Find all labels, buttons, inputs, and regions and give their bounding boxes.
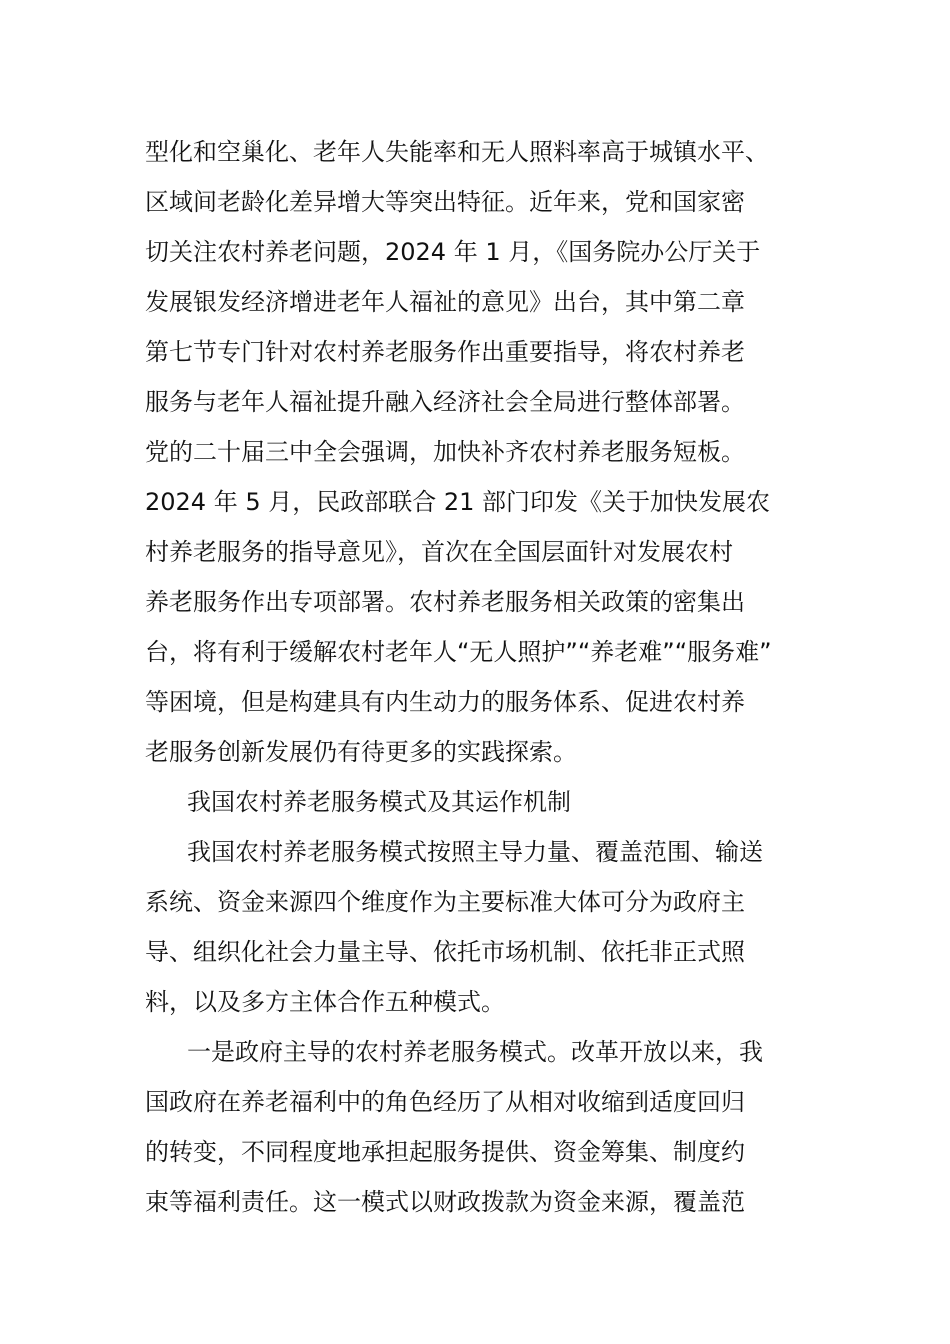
text-line: 发展银发经济增进老年人福祉的意见》出台，其中第二章 [145, 288, 745, 316]
text-line: 系统、资金来源四个维度作为主要标准大体可分为政府主 [145, 888, 745, 916]
text-line: 等困境，但是构建具有内生动力的服务体系、促进农村养 [145, 688, 745, 716]
text-line: 第七节专门针对农村养老服务作出重要指导，将农村养老 [145, 338, 745, 366]
text-line: 2024 年 5 月，民政部联合 21 部门印发《关于加快发展农 [145, 488, 771, 516]
text-line: 型化和空巢化、老年人失能率和无人照料率高于城镇水平、 [145, 138, 769, 166]
text-line: 区域间老龄化差异增大等突出特征。近年来，党和国家密 [145, 188, 745, 216]
text-line: 导、组织化社会力量主导、依托市场机制、依托非正式照 [145, 938, 745, 966]
text-line: 的转变，不同程度地承担起服务提供、资金筹集、制度约 [145, 1138, 745, 1166]
text-line: 切关注农村养老问题，2024 年 1 月，《国务院办公厅关于 [145, 238, 761, 266]
text-line: 服务与老年人福祉提升融入经济社会全局进行整体部署。 [145, 388, 745, 416]
text-line: 国政府在养老福利中的角色经历了从相对收缩到适度回归 [145, 1088, 745, 1116]
text-line: 党的二十届三中全会强调，加快补齐农村养老服务短板。 [145, 438, 745, 466]
text-line: 台，将有利于缓解农村老年人“无人照护”“养老难”“服务难” [145, 638, 772, 666]
text-line: 养老服务作出专项部署。农村养老服务相关政策的密集出 [145, 588, 745, 616]
text-line: 村养老服务的指导意见》，首次在全国层面针对发展农村 [145, 538, 733, 566]
text-line: 老服务创新发展仍有待更多的实践探索。 [145, 738, 577, 766]
document-body [145, 127, 810, 1227]
section-heading: 我国农村养老服务模式及其运作机制 [187, 788, 571, 816]
text-line: 束等福利责任。这一模式以财政拨款为资金来源，覆盖范 [145, 1188, 745, 1216]
text-line: 一是政府主导的农村养老服务模式。改革开放以来，我 [187, 1038, 763, 1066]
text-line: 我国农村养老服务模式按照主导力量、覆盖范围、输送 [187, 838, 763, 866]
text-line: 料，以及多方主体合作五种模式。 [145, 988, 505, 1016]
